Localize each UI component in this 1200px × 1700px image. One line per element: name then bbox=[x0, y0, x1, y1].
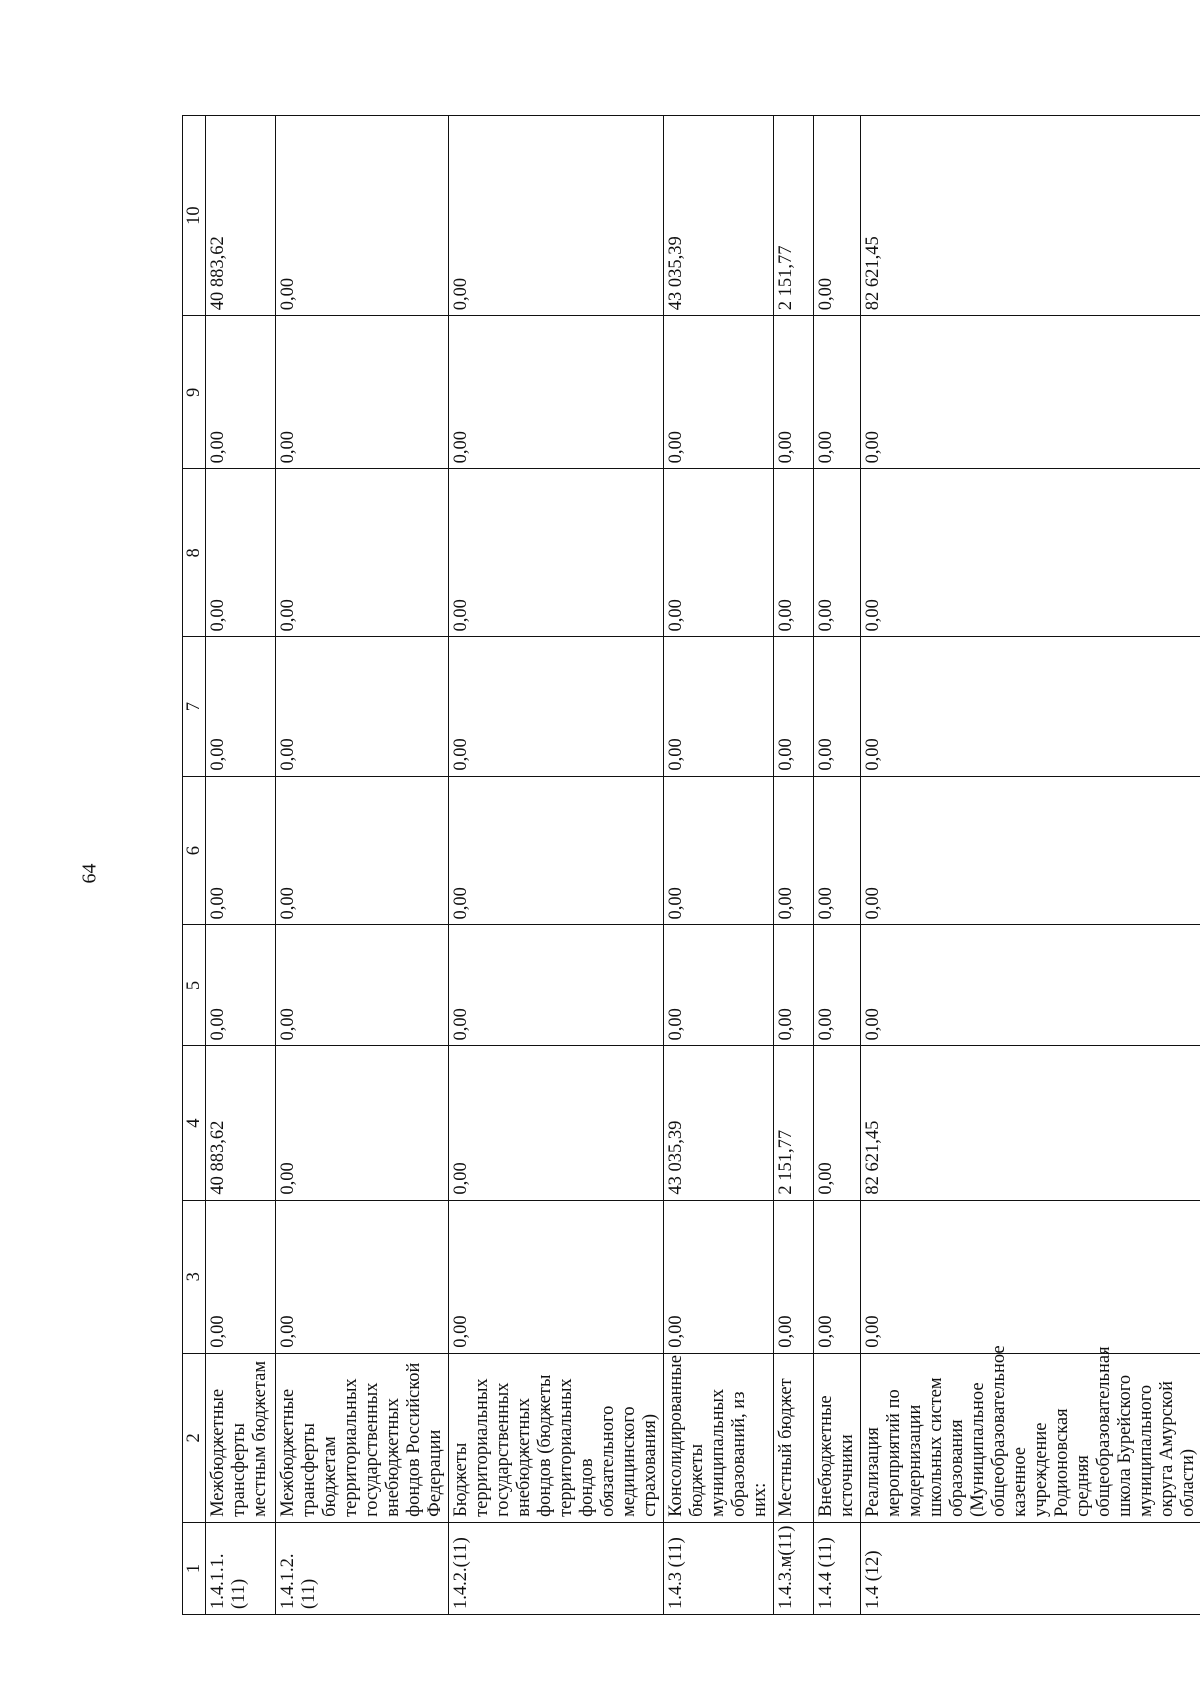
amount-cell-col-4: 0,00 bbox=[449, 1046, 664, 1200]
amount-cell-col-5: 0,00 bbox=[861, 925, 1200, 1046]
row-description-cell: Реализация мероприятий по модернизации школьных систем образования (Муниципальное общеобразовательное казенное учреждение Родионовская средняя общеобразовательная школа Бурейского муниципального округа Амурской области) bbox=[861, 1353, 1200, 1522]
amount-cell-col-10: 40 883,62 bbox=[206, 116, 276, 316]
amount-cell-col-5: 0,00 bbox=[276, 925, 449, 1046]
amount-cell-col-3: 0,00 bbox=[861, 1200, 1200, 1353]
column-header-10: 10 bbox=[183, 116, 206, 316]
amount-cell-col-10: 43 035,39 bbox=[664, 116, 774, 316]
column-header-1: 1 bbox=[183, 1522, 206, 1614]
amount-cell-col-6: 0,00 bbox=[276, 776, 449, 925]
amount-cell-col-7: 0,00 bbox=[774, 637, 814, 776]
amount-cell-col-3: 0,00 bbox=[774, 1200, 814, 1353]
amount-cell-col-9: 0,00 bbox=[276, 316, 449, 469]
amount-cell-col-7: 0,00 bbox=[206, 637, 276, 776]
amount-cell-col-4: 0,00 bbox=[814, 1046, 861, 1200]
column-header-2: 2 bbox=[183, 1353, 206, 1522]
amount-cell-col-5: 0,00 bbox=[449, 925, 664, 1046]
row-code-cell: 1.4.3 (11) bbox=[664, 1522, 774, 1614]
column-header-7: 7 bbox=[183, 637, 206, 776]
column-header-4: 4 bbox=[183, 1046, 206, 1200]
amount-cell-col-6: 0,00 bbox=[814, 776, 861, 925]
amount-cell-col-8: 0,00 bbox=[449, 469, 664, 637]
financing-table bbox=[182, 115, 1200, 1615]
amount-cell-col-9: 0,00 bbox=[449, 316, 664, 469]
table-row bbox=[276, 116, 449, 1615]
amount-cell-col-4: 2 151,77 bbox=[774, 1046, 814, 1200]
row-description-cell: Местный бюджет bbox=[774, 1353, 814, 1522]
amount-cell-col-10: 0,00 bbox=[276, 116, 449, 316]
amount-cell-col-3: 0,00 bbox=[449, 1200, 664, 1353]
amount-cell-col-7: 0,00 bbox=[814, 637, 861, 776]
amount-cell-col-8: 0,00 bbox=[774, 469, 814, 637]
amount-cell-col-6: 0,00 bbox=[449, 776, 664, 925]
amount-cell-col-7: 0,00 bbox=[449, 637, 664, 776]
row-description-cell: Внебюджетные источники bbox=[814, 1353, 861, 1522]
amount-cell-col-9: 0,00 bbox=[814, 316, 861, 469]
row-code-cell: 1.4.3.м(11) bbox=[774, 1522, 814, 1614]
amount-cell-col-5: 0,00 bbox=[206, 925, 276, 1046]
table-row bbox=[861, 116, 1200, 1615]
amount-cell-col-5: 0,00 bbox=[814, 925, 861, 1046]
amount-cell-col-4: 43 035,39 bbox=[664, 1046, 774, 1200]
amount-cell-col-3: 0,00 bbox=[276, 1200, 449, 1353]
table-row bbox=[814, 116, 861, 1615]
amount-cell-col-10: 0,00 bbox=[814, 116, 861, 316]
row-code-cell: 1.4.2.(11) bbox=[449, 1522, 664, 1614]
page-number: 64 bbox=[78, 863, 101, 884]
amount-cell-col-7: 0,00 bbox=[861, 637, 1200, 776]
amount-cell-col-9: 0,00 bbox=[774, 316, 814, 469]
row-description-cell: Бюджеты территориальных государственных внебюджетных фондов (бюджеты территориальных фондов обязательного медицинского страхования) bbox=[449, 1353, 664, 1522]
amount-cell-col-8: 0,00 bbox=[814, 469, 861, 637]
column-header-5: 5 bbox=[183, 925, 206, 1046]
amount-cell-col-8: 0,00 bbox=[206, 469, 276, 637]
amount-cell-col-7: 0,00 bbox=[276, 637, 449, 776]
amount-cell-col-10: 0,00 bbox=[449, 116, 664, 316]
column-header-9: 9 bbox=[183, 316, 206, 469]
amount-cell-col-3: 0,00 bbox=[814, 1200, 861, 1353]
amount-cell-col-8: 0,00 bbox=[664, 469, 774, 637]
table-row bbox=[449, 116, 664, 1615]
row-code-cell: 1.4.4 (11) bbox=[814, 1522, 861, 1614]
amount-cell-col-4: 0,00 bbox=[276, 1046, 449, 1200]
amount-cell-col-4: 40 883,62 bbox=[206, 1046, 276, 1200]
table-body bbox=[206, 116, 1200, 1615]
amount-cell-col-3: 0,00 bbox=[664, 1200, 774, 1353]
amount-cell-col-9: 0,00 bbox=[664, 316, 774, 469]
rotated-table-container bbox=[182, 115, 1198, 1615]
row-description-cell: Межбюджетные трансферты местным бюджетам bbox=[206, 1353, 276, 1522]
row-code-cell: 1.4.1.2.(11) bbox=[276, 1522, 449, 1614]
amount-cell-col-8: 0,00 bbox=[276, 469, 449, 637]
row-code-cell: 1.4.1.1.(11) bbox=[206, 1522, 276, 1614]
row-description-cell: Межбюджетные трансферты бюджетам территориальных государственных внебюджетных фондов Российской Федерации bbox=[276, 1353, 449, 1522]
amount-cell-col-6: 0,00 bbox=[861, 776, 1200, 925]
amount-cell-col-5: 0,00 bbox=[774, 925, 814, 1046]
amount-cell-col-9: 0,00 bbox=[861, 316, 1200, 469]
amount-cell-col-4: 82 621,45 bbox=[861, 1046, 1200, 1200]
amount-cell-col-8: 0,00 bbox=[861, 469, 1200, 637]
amount-cell-col-3: 0,00 bbox=[206, 1200, 276, 1353]
amount-cell-col-10: 2 151,77 bbox=[774, 116, 814, 316]
table-row bbox=[664, 116, 774, 1615]
column-header-6: 6 bbox=[183, 776, 206, 925]
table-row bbox=[774, 116, 814, 1615]
amount-cell-col-9: 0,00 bbox=[206, 316, 276, 469]
row-description-cell: Консолидированные бюджеты муниципальных образований, из них: bbox=[664, 1353, 774, 1522]
amount-cell-col-6: 0,00 bbox=[206, 776, 276, 925]
amount-cell-col-7: 0,00 bbox=[664, 637, 774, 776]
column-header-8: 8 bbox=[183, 469, 206, 637]
column-header-3: 3 bbox=[183, 1200, 206, 1353]
amount-cell-col-5: 0,00 bbox=[664, 925, 774, 1046]
row-code-cell: 1.4 (12) bbox=[861, 1522, 1200, 1614]
table-header-row bbox=[183, 116, 206, 1615]
amount-cell-col-6: 0,00 bbox=[664, 776, 774, 925]
amount-cell-col-10: 82 621,45 bbox=[861, 116, 1200, 316]
table-row bbox=[206, 116, 276, 1615]
amount-cell-col-6: 0,00 bbox=[774, 776, 814, 925]
